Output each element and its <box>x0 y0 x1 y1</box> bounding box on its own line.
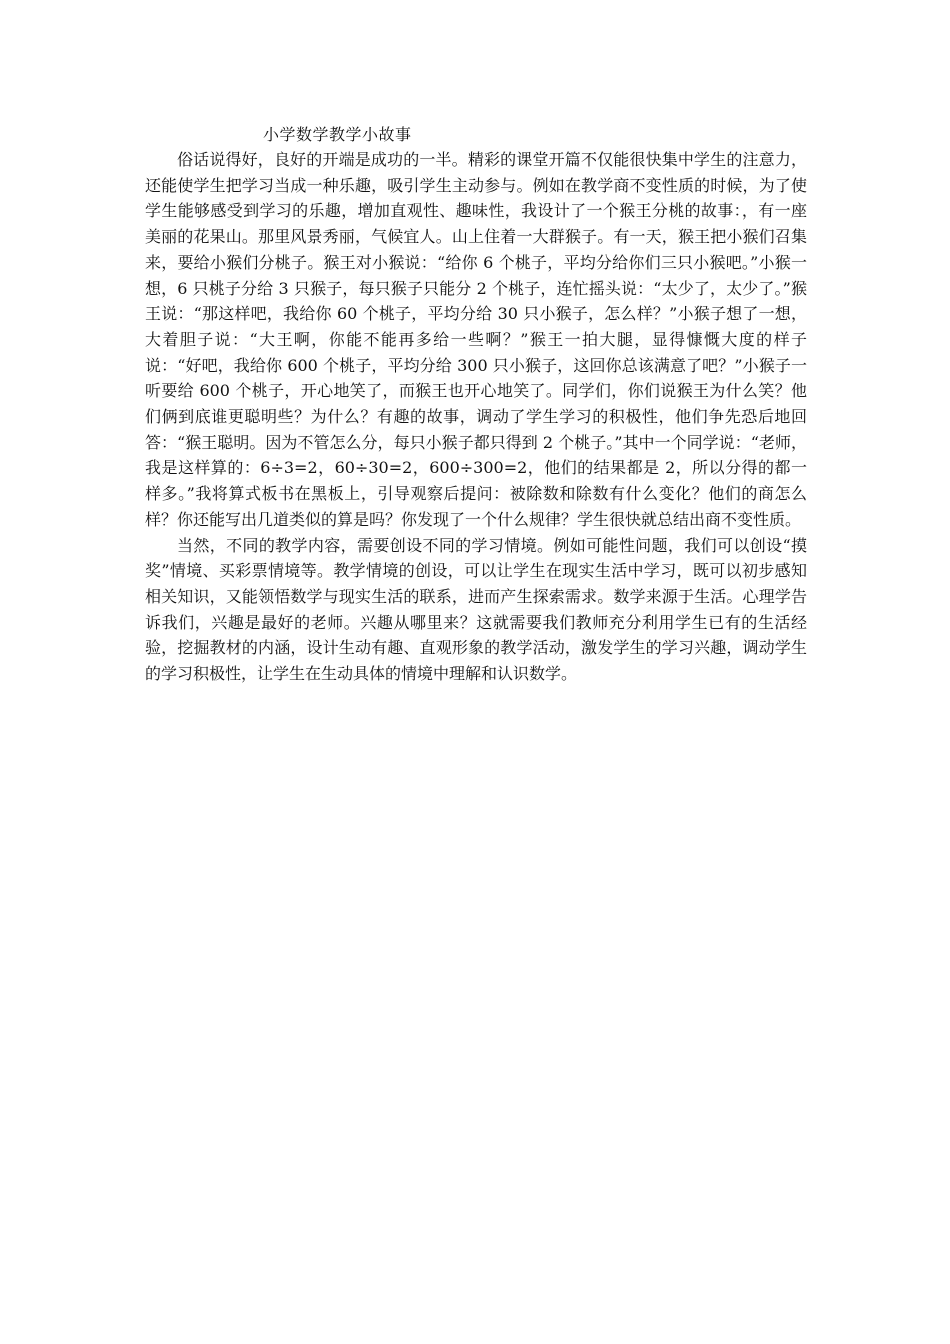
document-title: 小学数学教学小故事 <box>263 125 412 144</box>
paragraph-teaching-context: 当然，不同的教学内容，需要创设不同的学习情境。例如可能性问题，我们可以创设“摸奖”情境、买彩票情境等。教学情境的创设，可以让学生在现实生活中学习，既可以初步感知相关知识，又能领悟数学与现实生活的联系，进而产生探索需求。数学来源于生活。心理学告诉我们，兴趣是最好的老师。兴趣从哪里来？这就需要我们教师充分利用学生已有的生活经验，挖掘教材的内涵，设计生动有趣、直观形象的教学活动，激发学生的学习兴趣，调动学生的学习积极性，让学生在生动具体的情境中理解和认识数学。 <box>145 535 807 684</box>
document-body <box>145 122 807 687</box>
paragraph-story: 俗话说得好，良好的开端是成功的一半。精彩的课堂开篇不仅能很快集中学生的注意力，还能使学生把学习当成一种乐趣，吸引学生主动参与。例如在教学商不变性质的时候，为了使学生能够感受到学习的乐趣，增加直观性、趣味性，我设计了一个猴王分桃的故事：，有一座美丽的花果山。那里风景秀丽，气候宜人。山上住着一大群猴子。有一天，猴王把小猴们召集来，要给小猴们分桃子。猴王对小猴说：“给你 6 个桃子，平均分给你们三只小猴吧。”小猴一想，6 只桃子分给 3 只猴子，每只猴子只能分 2 个桃子，连忙摇头说：“太少了，太少了。”猴王说：“那这样吧，我给你 60 个桃子，平均分给 30 只小猴子，怎么样？”小猴子想了一想，大着胆子说：“大王啊，你能不能再多给一些啊？”猴王一拍大腿，显得慷慨大度的样子说：“好吧，我给你 600 个桃子，平均分给 300 只小猴子，这回你总该满意了吧？”小猴子一听要给 600 个桃子，开心地笑了，而猴王也开心地笑了。同学们，你们说猴王为什么笑？他们俩到底谁更聪明些？为什么？有趣的故事，调动了学生学习的积极性，他们争先恐后地回答：“猴王聪明。因为不管怎么分，每只小猴子都只得到 2 个桃子。”其中一个同学说：“老师，我是这样算的：6÷3=2，60÷30=2，600÷300=2，他们的结果都是 2，所以分得的都一样多。”我将算式板书在黑板上，引导观察后提问：被除数和除数有什么变化？他们的商怎么样？你还能写出几道类似的算是吗？你发现了一个什么规律？学生很快就总结出商不变性质。 <box>145 150 807 529</box>
